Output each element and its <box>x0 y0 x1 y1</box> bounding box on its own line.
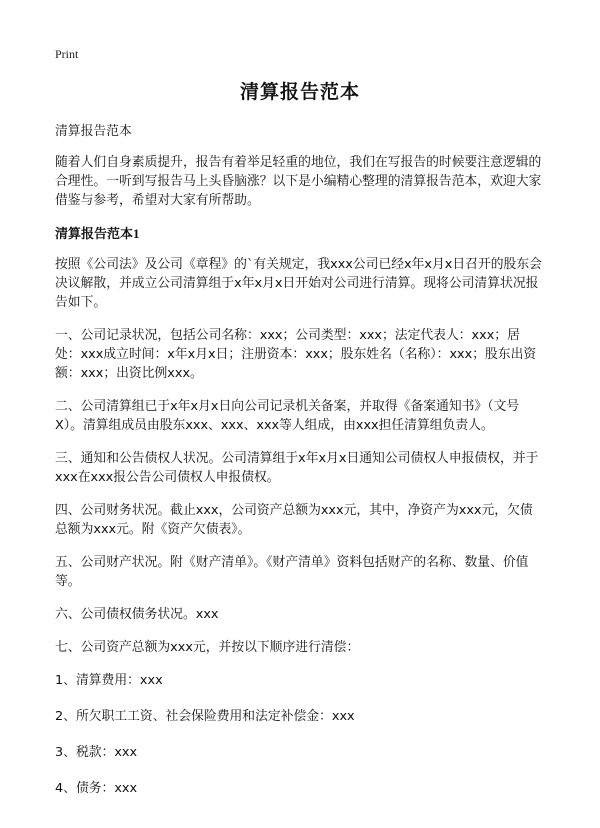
list-item: 3、税款：xxx <box>55 745 138 760</box>
document-body <box>55 122 545 815</box>
body-paragraph: 四、公司财务状况。截止xxx，公司资产总额为xxx元，其中，净资产为xxx元，欠债总额为xxx元。附《资产欠债表》。 <box>55 503 533 537</box>
print-label: Print <box>55 47 79 61</box>
document-subtitle: 清算报告范本 <box>55 124 132 139</box>
body-paragraph: 五、公司财产状况。附《财产清单》。《财产清单》资料包括财产的名称、数量、价值等。 <box>55 555 529 589</box>
intro-paragraph: 随着人们自身素质提升，报告有着举足轻重的地位，我们在写报告的时候要注意逻辑的合理性。一听到写报告马上头昏脑涨？以下是小编精心整理的清算报告范本，欢迎大家借鉴与参考，希望对大家有所帮助。 <box>55 155 542 208</box>
section-heading: 清算报告范本1 <box>55 226 140 241</box>
body-paragraph: 七、公司资产总额为xxx元，并按以下顺序进行清偿： <box>55 640 360 655</box>
list-item: 4、债务：xxx <box>55 781 138 796</box>
list-item: 1、清算费用：xxx <box>55 673 163 688</box>
document-title: 清算报告范本 <box>239 81 360 103</box>
list-item: 2、所欠职工工资、社会保险费用和法定补偿金：xxx <box>55 709 355 724</box>
body-paragraph: 按照《公司法》及公司《章程》的`有关规定，我xxx公司已经x年x月x日召开的股东会决议解散，并成立公司清算组于x年x月x日开始对公司进行清算。现将公司清算状况报告如下。 <box>55 257 542 310</box>
body-paragraph: 一、公司记录状况，包括公司名称：xxx；公司类型：xxx；法定代表人：xxx；居处：xxx成立时间：x年x月x日；注册资本：xxx；股东姓名（名称）：xxx；股东出资额：xxx；出资比例xxx。 <box>55 328 537 381</box>
body-paragraph: 二、公司清算组已于x年x月x日向公司记录机关备案，并取得《备案通知书》（文号X）。清算组成员由股东xxx、xxx、xxx等人组成，由xxx担任清算组负责人。 <box>55 399 520 433</box>
body-paragraph: 六、公司债权债务状况。xxx <box>55 607 219 622</box>
body-paragraph: 三、通知和公告债权人状况。公司清算组于x年x月x日通知公司债权人申报债权，并于xxx在xxx报公告公司债权人申报债权。 <box>55 451 539 485</box>
